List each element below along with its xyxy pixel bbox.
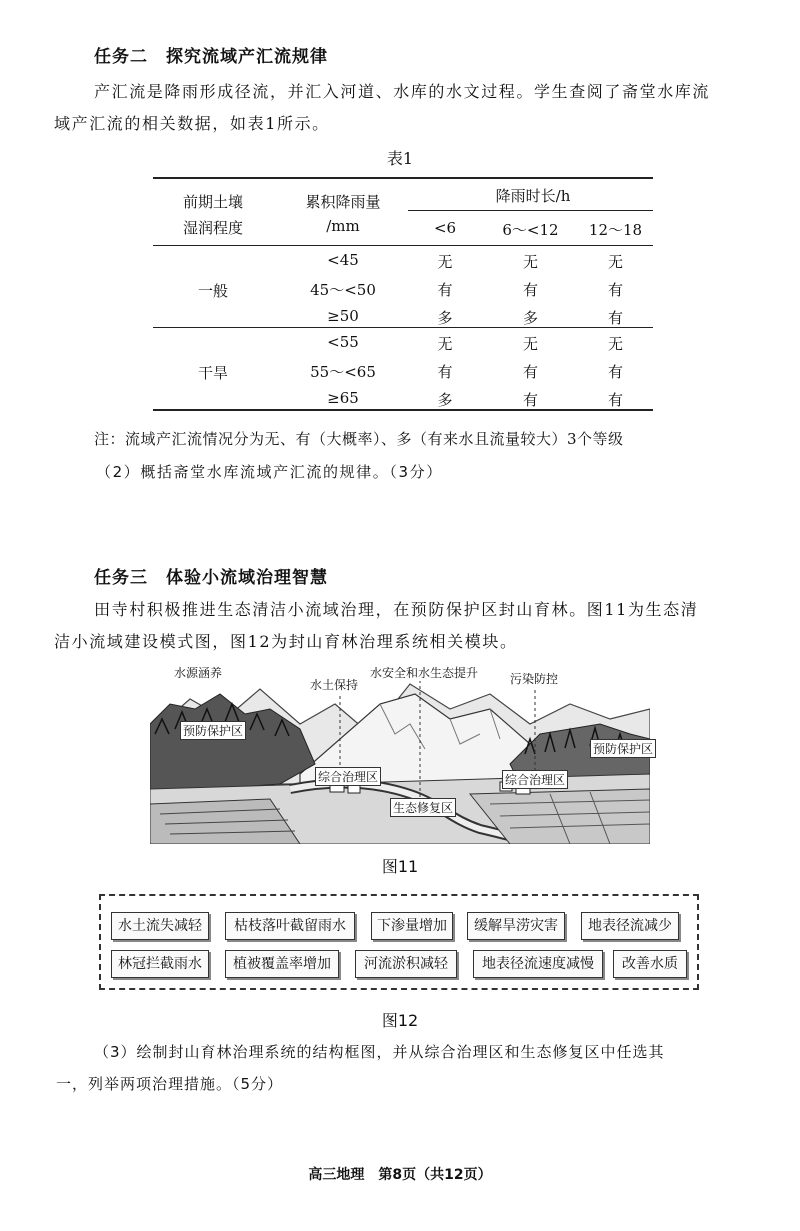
task2-title: 任务二 探究流域产汇流规律	[94, 47, 328, 67]
header-soil-line2: 湿润程度	[182, 219, 243, 237]
task2-paragraph-line1: 产汇流是降雨形成径流，并汇入河道、水库的水文过程。学生查阅了斋堂水库流	[94, 82, 711, 101]
module-box: 河流淤积减轻	[355, 950, 457, 978]
value-cell: 无	[437, 335, 453, 353]
label-prevention-zone-right: 预防保护区	[590, 739, 656, 758]
value-cell: 有	[607, 391, 623, 409]
value-cell: 无	[437, 253, 453, 271]
table1-note: 注：流域产汇流情况分为无、有（大概率）、多（有来水且流量较大）3个等级	[94, 430, 624, 448]
task3-title: 任务三 体验小流域治理智慧	[94, 568, 328, 588]
value-cell: 无	[607, 335, 623, 353]
module-box: 枯枝落叶截留雨水	[225, 912, 355, 940]
value-cell: 多	[437, 309, 453, 327]
label-pollution-control: 污染防控	[510, 672, 559, 686]
header-duration-col: 6～<12	[502, 221, 559, 239]
value-cell: 有	[522, 391, 538, 409]
label-water-security: 水安全和水生态提升	[370, 666, 479, 680]
question-3-line2: 一，列举两项治理措施。（5分）	[56, 1075, 284, 1093]
header-duration-col: <6	[433, 219, 457, 237]
label-comprehensive-zone-left: 综合治理区	[315, 767, 381, 786]
table1	[153, 177, 653, 412]
module-box: 地表径流减少	[581, 912, 679, 940]
value-cell: 有	[607, 309, 623, 327]
question-3-line1: （3）绘制封山育林治理系统的结构框图，并从综合治理区和生态修复区中任选其	[94, 1043, 665, 1061]
table1-caption: 表1	[386, 149, 414, 168]
value-cell: 有	[522, 363, 538, 381]
value-cell: 无	[522, 253, 538, 271]
amount-cell: 45～<50	[310, 281, 376, 299]
figure-11-caption: 图11	[381, 857, 419, 876]
table-group-rule	[408, 210, 653, 211]
amount-cell: ≥65	[327, 389, 359, 407]
group-name: 干旱	[197, 364, 228, 382]
figure-11-landscape	[150, 664, 654, 844]
value-cell: 有	[437, 281, 453, 299]
table-top-rule	[153, 177, 653, 179]
value-cell: 无	[522, 335, 538, 353]
label-soil-conservation: 水土保持	[310, 678, 359, 692]
module-box: 水土流失减轻	[111, 912, 209, 940]
label-water-source-conservation: 水源涵养	[174, 666, 223, 680]
value-cell: 有	[522, 281, 538, 299]
module-box: 植被覆盖率增加	[225, 950, 339, 978]
label-comprehensive-zone-right: 综合治理区	[502, 770, 568, 789]
landscape-illustration	[150, 664, 650, 844]
question-2: （2）概括斋堂水库流域产汇流的规律。（3分）	[96, 463, 443, 481]
value-cell: 无	[607, 253, 623, 271]
header-duration-col: 12～18	[588, 221, 643, 239]
value-cell: 有	[437, 363, 453, 381]
amount-cell: 55～<65	[310, 363, 376, 381]
module-box: 下渗量增加	[371, 912, 453, 940]
task3-paragraph-line2: 洁小流域建设模式图，图12为封山育林治理系统相关模块。	[54, 632, 518, 651]
amount-cell: <45	[327, 251, 359, 269]
value-cell: 有	[607, 281, 623, 299]
amount-cell: ≥50	[327, 307, 359, 325]
figure-12-modules	[99, 894, 699, 990]
figure-12-caption: 图12	[381, 1011, 419, 1030]
task3-paragraph-line1: 田寺村积极推进生态清洁小流域治理，在预防保护区封山育林。图11为生态清	[94, 600, 699, 619]
header-rain-line1: 累积降雨量	[305, 193, 381, 211]
value-cell: 多	[437, 391, 453, 409]
module-box: 林冠拦截雨水	[111, 950, 209, 978]
label-prevention-zone-left: 预防保护区	[180, 721, 246, 740]
table-header-rule	[153, 245, 653, 246]
header-soil-line1: 前期土壤	[182, 193, 243, 211]
label-ecological-restoration-zone: 生态修复区	[390, 798, 456, 817]
amount-cell: <55	[327, 333, 359, 351]
group-name: 一般	[197, 282, 228, 300]
value-cell: 多	[522, 309, 538, 327]
header-rain-line2: /mm	[326, 217, 360, 235]
header-duration-group: 降雨时长/h	[495, 187, 571, 205]
page-footer: 高三地理 第8页（共12页）	[308, 1167, 492, 1183]
task2-paragraph-line2: 域产汇流的相关数据，如表1所示。	[54, 114, 330, 133]
module-box: 地表径流速度减慢	[473, 950, 603, 978]
value-cell: 有	[607, 363, 623, 381]
module-box: 缓解旱涝灾害	[467, 912, 565, 940]
module-box: 改善水质	[613, 950, 687, 978]
